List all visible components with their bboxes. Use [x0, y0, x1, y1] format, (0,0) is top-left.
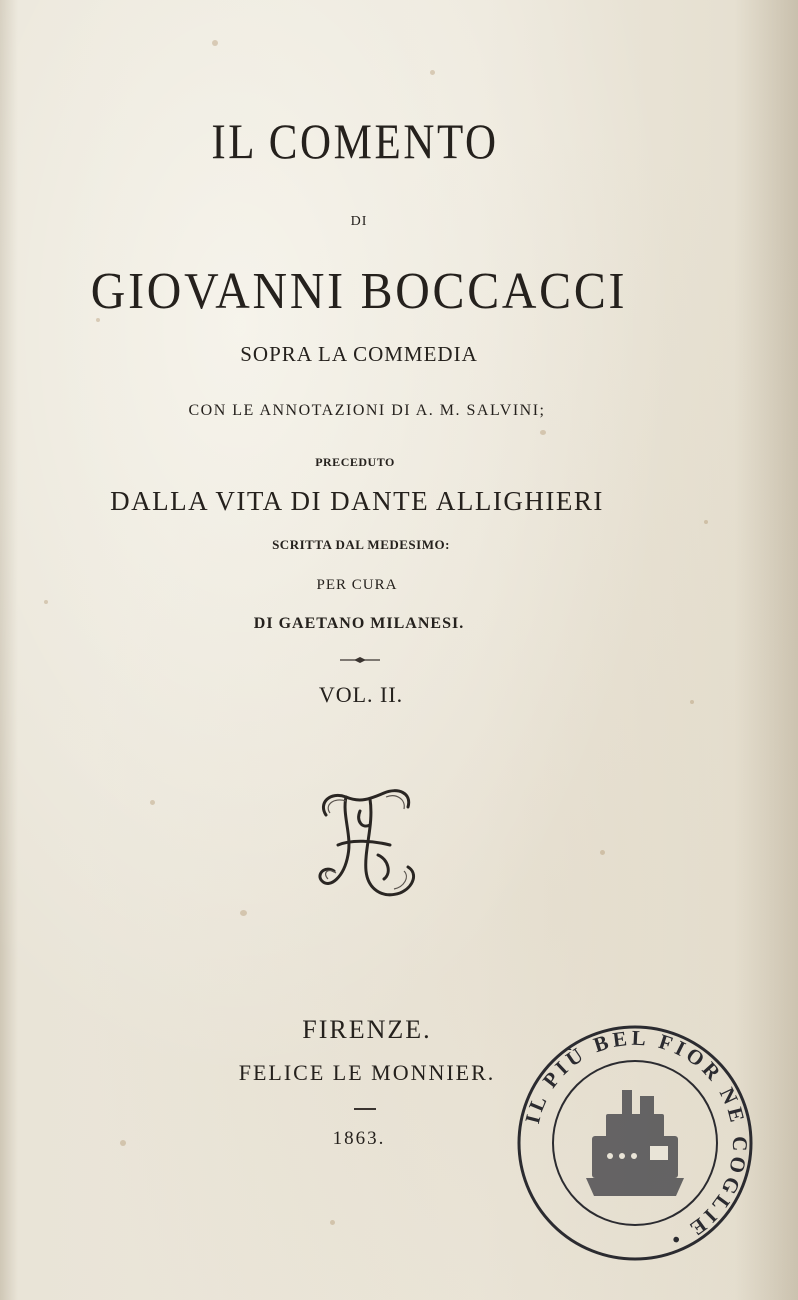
subtitle-annotations: CON LE ANNOTAZIONI DI A. M. SALVINI;: [188, 402, 546, 419]
library-stamp-icon: [510, 1018, 760, 1268]
subtitle-written-by: SCRITTA DAL MEDESIMO:: [272, 537, 450, 552]
imprint-rule: [354, 1108, 376, 1110]
imprint-year: 1863.: [332, 1128, 386, 1149]
author-name: GIOVANNI BOCCACCI: [90, 263, 628, 320]
title-line: IL COMENTO: [211, 113, 499, 169]
volume-number: VOL. II.: [318, 682, 404, 707]
editor-name: DI GAETANO MILANESI.: [253, 615, 465, 632]
stamp-legend: IL PIÙ BEL FIOR NE COGLIE •: [520, 1025, 753, 1254]
subtitle-work: SOPRA LA COMMEDIA: [240, 342, 478, 366]
title-connector: DI: [350, 214, 368, 229]
imprint-publisher: FELICE LE MONNIER.: [238, 1060, 496, 1085]
monogram-ornament-icon: [308, 785, 428, 910]
imprint-city: FIRENZE.: [302, 1015, 432, 1044]
subtitle-preceded: PRECEDUTO: [315, 455, 395, 469]
ornament-rule-icon: [340, 656, 380, 664]
subtitle-life-of-dante: DALLA VITA DI DANTE ALLIGHIERI: [110, 486, 604, 516]
subtitle-care: PER CURA: [316, 577, 398, 593]
